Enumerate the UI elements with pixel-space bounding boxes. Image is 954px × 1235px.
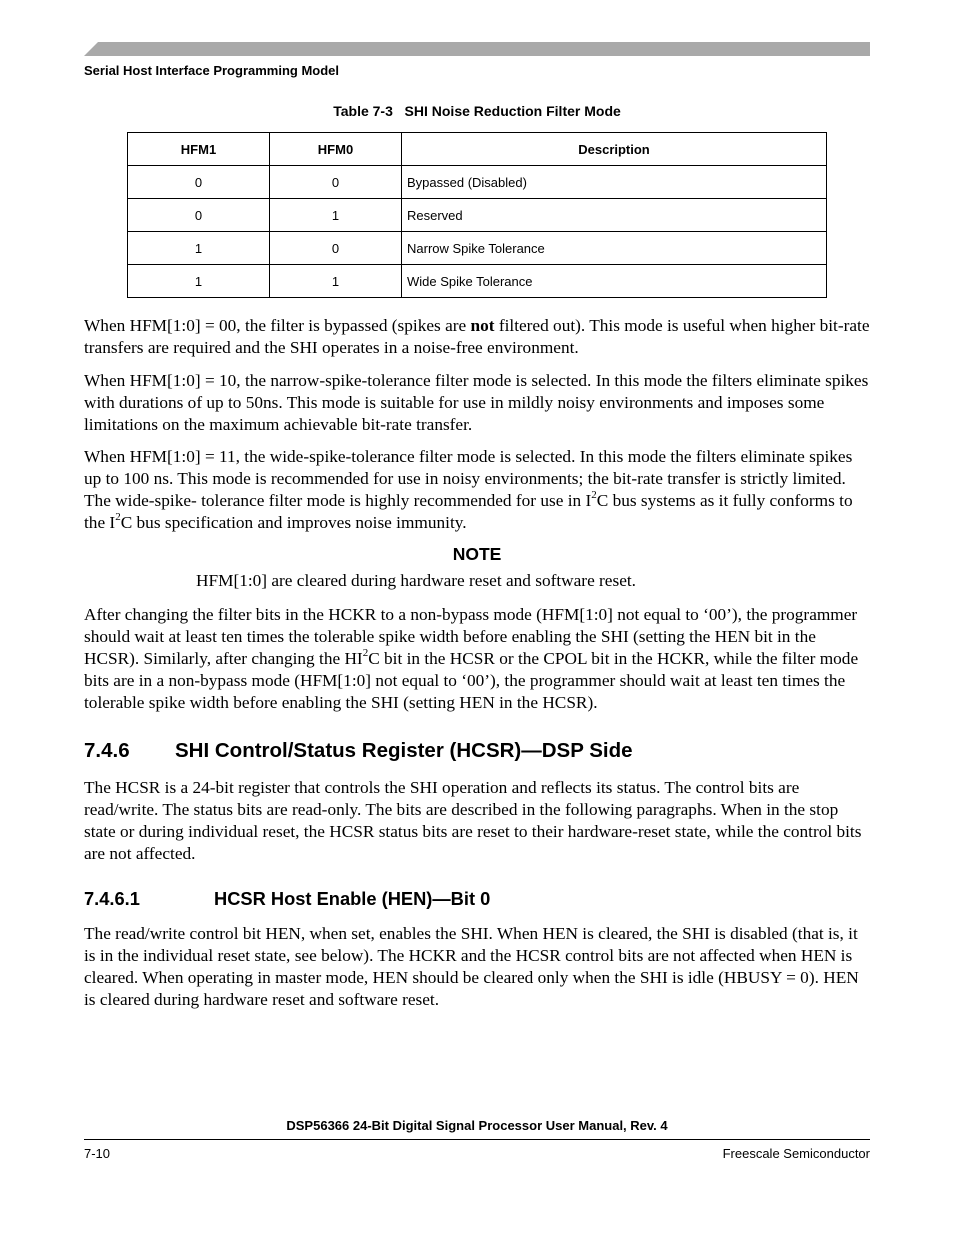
running-head: Serial Host Interface Programming Model — [84, 63, 340, 78]
table-cell: 0 — [270, 232, 402, 265]
section-title: HCSR Host Enable (HEN)—Bit 0 — [214, 888, 491, 909]
table-cell: 0 — [128, 166, 270, 199]
footer-company: Freescale Semiconductor — [722, 1146, 870, 1161]
column-header-description: Description — [402, 133, 827, 166]
footer-title: DSP56366 24-Bit Digital Signal Processor User Manual, Rev. 4 — [286, 1118, 668, 1133]
table-cell: Narrow Spike Tolerance — [402, 232, 827, 265]
section-number: 7.4.6 — [84, 739, 130, 762]
section-number: 7.4.6.1 — [84, 888, 140, 909]
table-cell: 1 — [270, 199, 402, 232]
paragraph-bypass-mode: When HFM[1:0] = 00, the filter is bypassed (spikes are not filtered out). This mode is useful when higher bit-rate transfers are required and the SHI operates in a noise-free environment. — [84, 316, 870, 357]
paragraph-hcsr-overview: The HCSR is a 24-bit register that controls the SHI operation and reflects its status. The control bits are read/write. The status bits are read-only. The bits are described in the following paragraphs. When in the stop state or during individual reset, the HCSR status bits are reset to their hardware-reset state, while the control bits are not affected. — [84, 778, 862, 863]
table-cell: Reserved — [402, 199, 827, 232]
section-title: SHI Control/Status Register (HCSR)—DSP Side — [175, 739, 633, 762]
table-row — [128, 232, 827, 265]
page-number: 7-10 — [84, 1146, 111, 1161]
table-cell: Bypassed (Disabled) — [402, 166, 827, 199]
emphasis-not: not — [470, 316, 495, 335]
table-cell: Wide Spike Tolerance — [402, 265, 827, 298]
section-heading-7-4-6-1 — [84, 888, 490, 910]
paragraph-hen-bit: The read/write control bit HEN, when set, enables the SHI. When HEN is cleared, the SHI is disabled (that is, it is in the individual reset state, see below). The HCKR and the HCSR control bits are not affected when HEN is cleared. When operating in master mode, HEN should be cleared only when the SHI is idle (HBUSY = 0). HEN is cleared during hardware reset and software reset. — [84, 924, 859, 1009]
table-caption: Table 7-3 SHI Noise Reduction Filter Mode — [333, 103, 621, 119]
table-row — [128, 199, 827, 232]
paragraph-narrow-spike-mode: When HFM[1:0] = 10, the narrow-spike-tolerance filter mode is selected. In this mode the filters eliminate spikes with durations of up to 50ns. This mode is suitable for use in mildly noisy environments and imposes some limitations on the maximum achievable bit-rate transfer. — [84, 371, 869, 434]
table-cell: 1 — [128, 265, 270, 298]
table-row — [128, 166, 827, 199]
table-cell: 0 — [128, 199, 270, 232]
column-header-hfm0: HFM0 — [270, 133, 402, 166]
table-cell: 1 — [128, 232, 270, 265]
note-title: NOTE — [452, 544, 502, 564]
paragraph-wide-spike-mode: When HFM[1:0] = 11, the wide-spike-tolerance filter mode is selected. In this mode the filters eliminate spikes up to 100 ns. This mode is recommended for use in noisy environments; the bit-rate transfer is strictly limited. The wide-spike- tolerance filter mode is highly recommended for use in $I^2C$ bus systems as it fully conforms to the $I^2C$ bus specification and improves noise immunity. — [84, 447, 853, 532]
header-decoration-bar — [84, 42, 870, 56]
section-heading-7-4-6 — [84, 739, 633, 763]
hfm-filter-mode-table — [127, 132, 827, 298]
table-cell: 0 — [270, 166, 402, 199]
table-header-row — [128, 133, 827, 166]
table-cell: 1 — [270, 265, 402, 298]
note-text: HFM[1:0] are cleared during hardware reset and software reset. — [196, 571, 636, 590]
footer-divider — [84, 1139, 870, 1140]
table-row — [128, 265, 827, 298]
paragraph-filter-change-wait: After changing the filter bits in the HCKR to a non-bypass mode (HFM[1:0] not equal to ‘00’), the programmer should wait at least ten times the tolerable spike width before enabling the SHI (setting the HEN bit in the HCSR). Similarly, after changing the $HI^2C$ bit in the HCSR or the CPOL bit in the HCKR, while the filter mode bits are in a non-bypass mode (HFM[1:0] not equal to ‘00’), the programmer should wait at least ten times the tolerable spike width before enabling the SHI (setting HEN in the HCSR). — [84, 605, 859, 712]
column-header-hfm1: HFM1 — [128, 133, 270, 166]
